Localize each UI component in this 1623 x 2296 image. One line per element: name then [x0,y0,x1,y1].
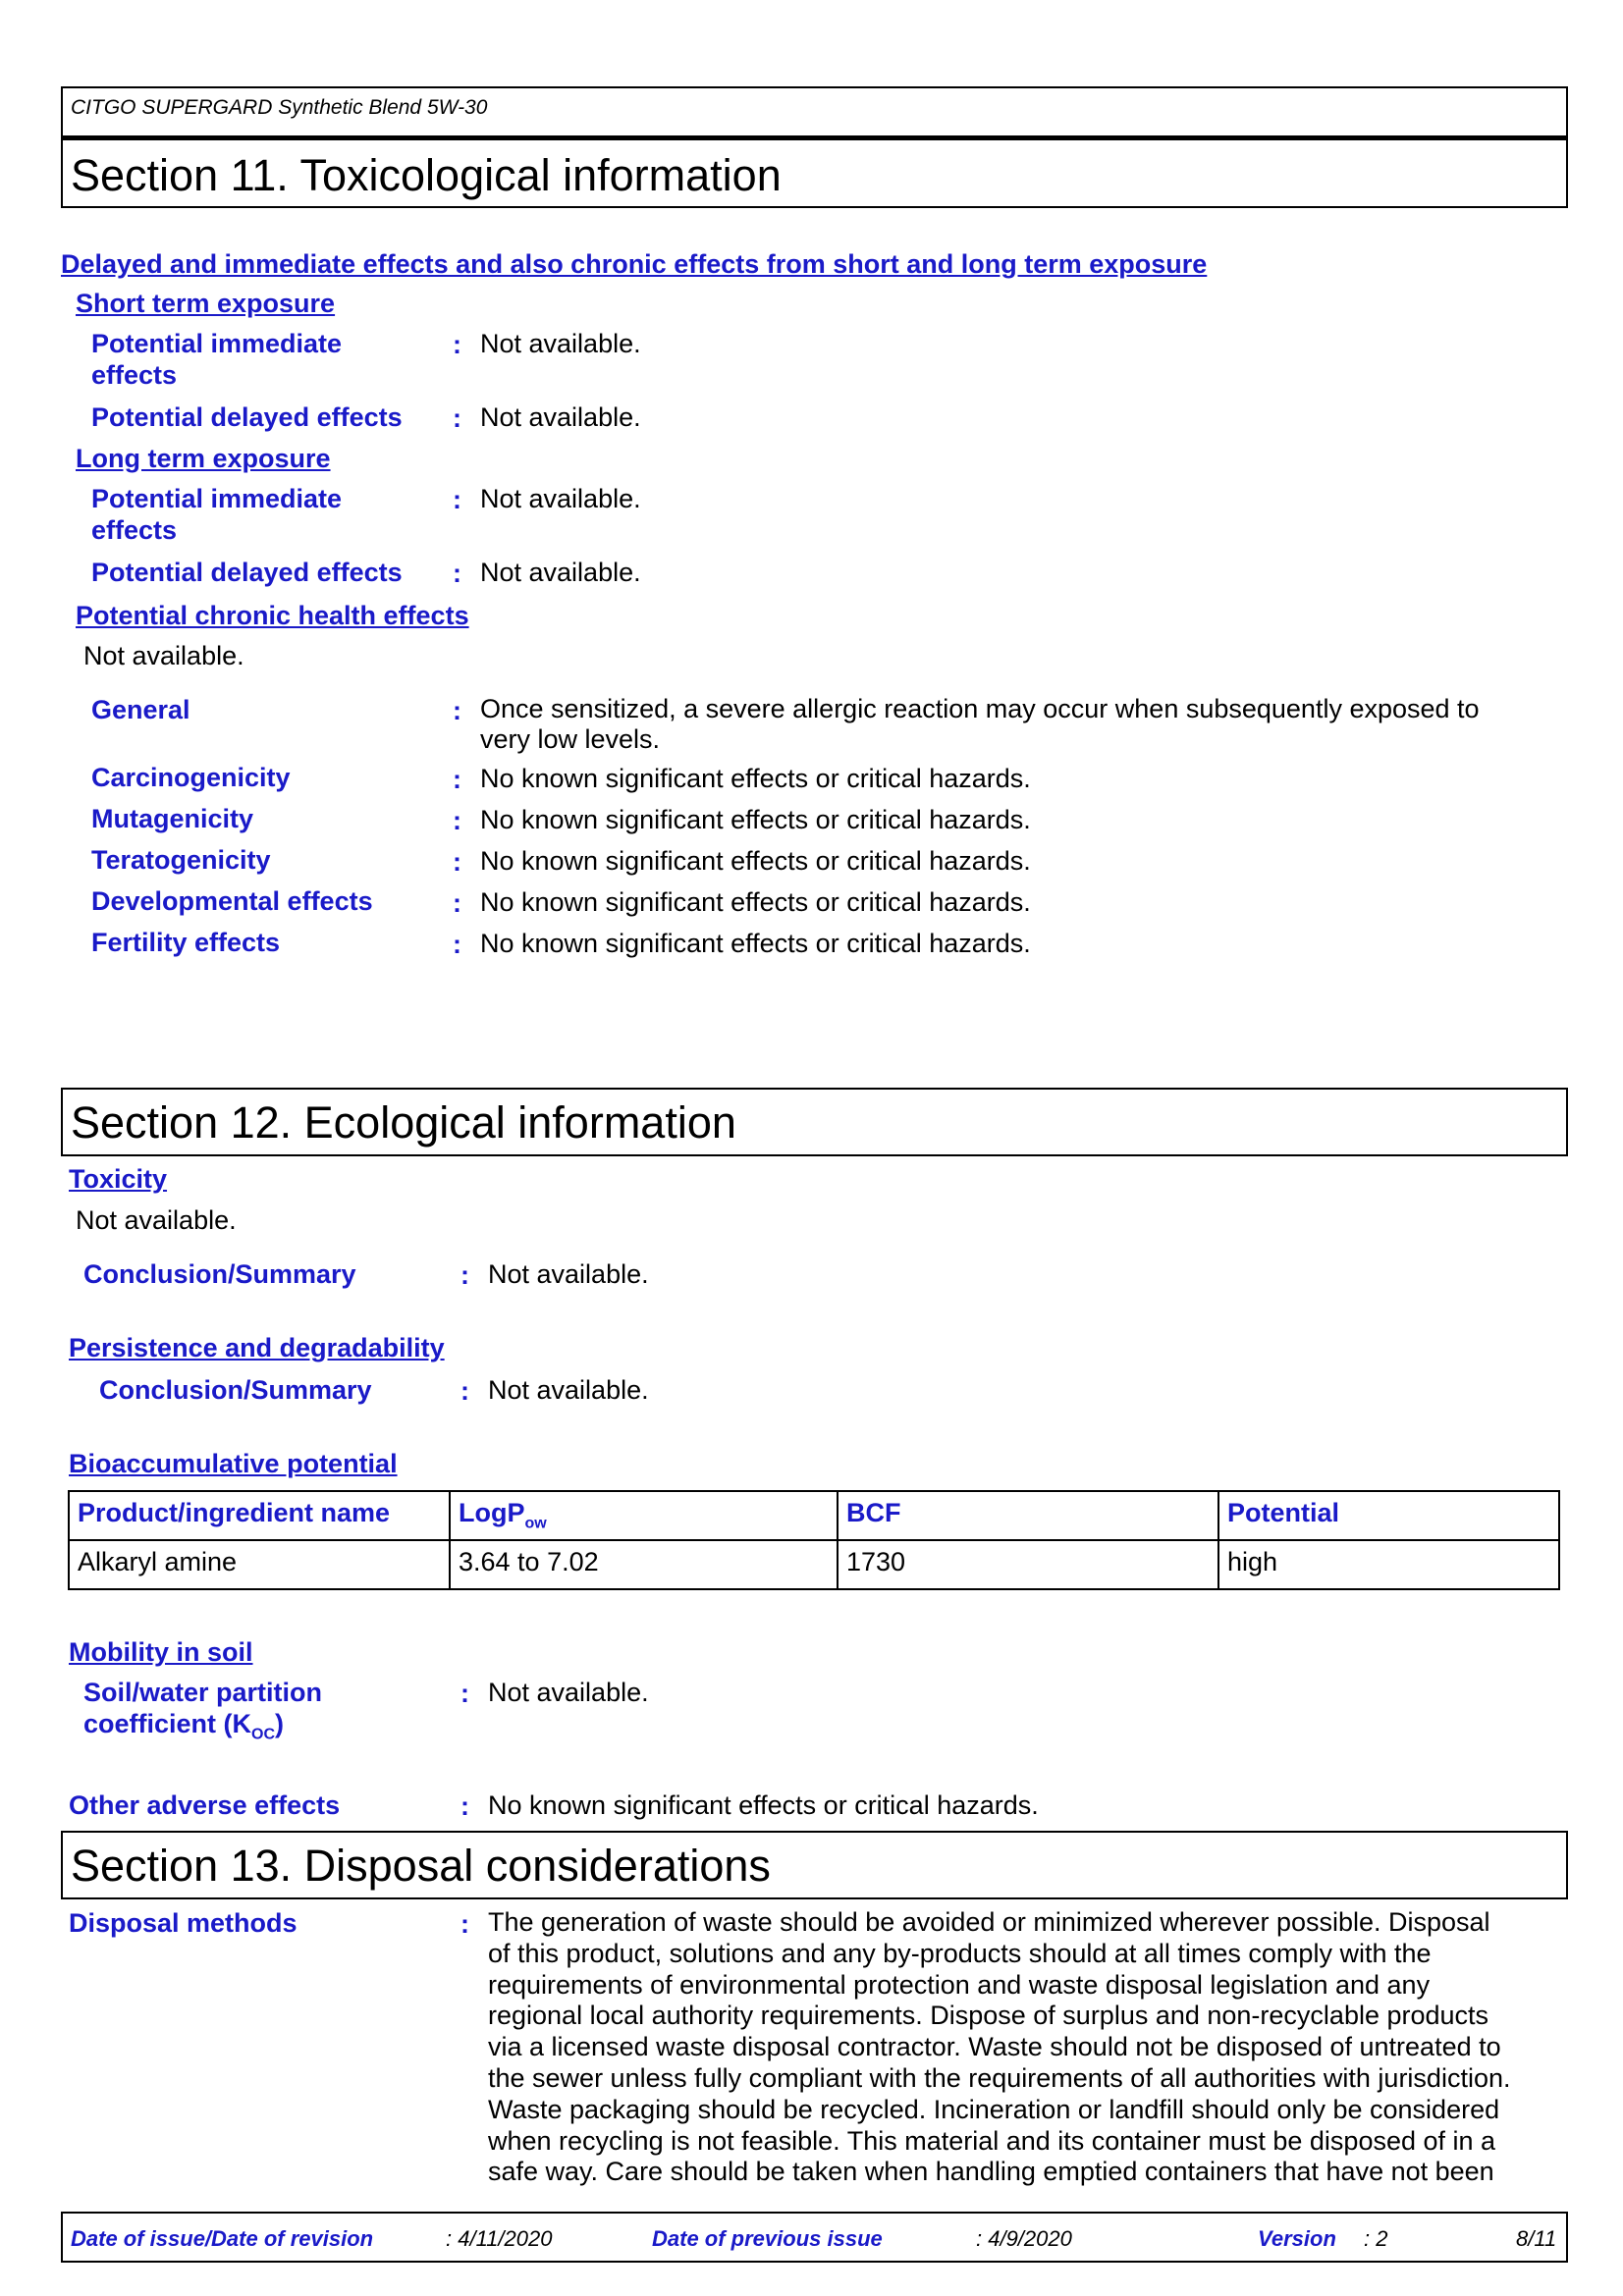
effects-row [91,928,1544,969]
footer-issue-value: : 4/11/2020 [446,2226,553,2251]
section-13-header [61,1831,1568,1899]
text-line: of this product, solutions and any by-products should at all times comply with the [488,1938,1432,1968]
colon: : [460,1376,469,1406]
colon: : [453,930,461,959]
long-delayed-label: Potential delayed effects [91,558,403,587]
effects-value: No known significant effects or critical hazards. [480,929,1031,958]
section-11-header [61,137,1568,208]
label-line: effects [91,360,178,390]
persistence-conclusion-value: Not available. [488,1375,649,1405]
general-value: Once sensitized, a severe allergic reaction may occur when subsequently exposed to very low levels. [480,694,1480,754]
colon: : [453,888,461,918]
bioacc-table [68,1490,1560,1590]
table-header-cell: Product/ingredient name [69,1491,450,1540]
soil-label [83,1677,322,1750]
text-line: regional local authority requirements. Dispose of surplus and non-recyclable products [488,2001,1489,2031]
effects-value: No known significant effects or critical hazards. [480,846,1031,876]
colon: : [453,559,461,588]
text-line: the sewer unless fully compliant with the requirements of all authorities with jurisdiction. [488,2062,1511,2093]
effects-value: No known significant effects or critical hazards. [480,805,1031,834]
long-delayed-value: Not available. [480,558,641,587]
footer-issue-label: Date of issue/Date of revision [71,2226,374,2251]
effects-value: No known significant effects or critical hazards. [480,764,1031,793]
soil-label-text: coefficient (K [83,1709,252,1738]
section-12-header [61,1088,1568,1156]
colon: : [453,847,461,877]
toxicity-heading: Toxicity [69,1164,168,1194]
effects-label: Mutagenicity [91,804,254,833]
soil-value: Not available. [488,1678,649,1707]
colon: : [453,806,461,835]
section-13-title: Section 13. Disposal considerations [71,1841,771,1891]
other-adverse-label: Other adverse effects [69,1790,341,1820]
table-header-row [69,1491,1559,1540]
soil-label-line-2 [83,1708,322,1750]
text-line: requirements of environmental protection and waste disposal legislation and any [488,1969,1431,2000]
effects-row [91,845,1544,886]
long-immediate-label [91,483,342,546]
toxicity-conclusion-label: Conclusion/Summary [83,1259,356,1289]
short-immediate-label [91,328,342,391]
general-label: General [91,695,190,724]
effects-row [91,804,1544,845]
colon: : [460,1791,469,1821]
short-immediate-value: Not available. [480,329,641,358]
effects-label: Fertility effects [91,928,281,957]
short-delayed-label: Potential delayed effects [91,402,403,432]
footer-prev-value: : 4/9/2020 [976,2226,1072,2251]
table-cell: Alkaryl amine [69,1540,450,1589]
colon: : [453,765,461,794]
chronic-value: Not available. [83,641,244,670]
soil-label-line-1: Soil/water partition [83,1678,323,1707]
text-line: when recycling is not feasible. This material and its container must be disposed of in a [488,2125,1496,2156]
table-cell: 1730 [838,1540,1218,1589]
chronic-heading: Potential chronic health effects [76,601,469,630]
colon: : [453,696,461,725]
text-line: Waste packaging should be recycled. Incineration or landfill should only be considered [488,2094,1500,2124]
persistence-heading: Persistence and degradability [69,1333,445,1362]
persistence-conclusion-label: Conclusion/Summary [99,1375,372,1405]
label-line: effects [91,515,178,545]
table-row [69,1540,1559,1589]
footer-page-number: 8/11 [1516,2226,1557,2251]
label-line: Potential immediate [91,484,343,513]
effects-label: Teratogenicity [91,845,271,875]
effects-list [91,763,1544,969]
mobility-heading: Mobility in soil [69,1637,253,1667]
logp-subscript: ow [524,1515,547,1532]
header-product-box [61,86,1568,137]
table-cell: 3.64 to 7.02 [450,1540,838,1589]
table-header-cell: Potential [1218,1491,1559,1540]
colon: : [460,1909,469,1939]
colon: : [460,1679,469,1708]
disposal-methods-text [488,1907,1510,2188]
label-line: Potential immediate [91,329,343,358]
long-term-heading: Long term exposure [76,444,331,473]
section-11-title: Section 11. Toxicological information [71,150,782,200]
other-adverse-value: No known significant effects or critical hazards. [488,1790,1039,1820]
soil-label-close: ) [275,1709,285,1738]
colon: : [453,485,461,514]
section-12-title: Section 12. Ecological information [71,1097,736,1148]
effects-value: No known significant effects or critical hazards. [480,887,1031,917]
toxicity-conclusion-value: Not available. [488,1259,649,1289]
header-product-name: CITGO SUPERGARD Synthetic Blend 5W-30 [71,96,488,119]
text-line: via a licensed waste disposal contractor. Waste should not be disposed of untreated to [488,2032,1501,2062]
short-term-heading: Short term exposure [76,289,336,318]
long-immediate-value: Not available. [480,484,641,513]
effects-label: Developmental effects [91,886,373,916]
effects-row [91,886,1544,928]
colon: : [453,330,461,359]
effects-row [91,763,1544,804]
text-line: The generation of waste should be avoided or minimized wherever possible. Disposal [488,1907,1490,1937]
short-delayed-value: Not available. [480,402,641,432]
colon: : [453,403,461,433]
toxicity-value: Not available. [76,1205,237,1235]
table-header-cell-logp [450,1491,838,1540]
logp-label: LogP [459,1498,525,1527]
colon: : [460,1260,469,1290]
table-cell: high [1218,1540,1559,1589]
table-header-cell: BCF [838,1491,1218,1540]
footer-prev-label: Date of previous issue [652,2226,883,2251]
footer-version-label: Version [1258,2226,1336,2251]
footer-box [61,2212,1568,2263]
text-line: safe way. Care should be taken when handling emptied containers that have not been [488,2157,1494,2187]
delayed-effects-heading: Delayed and immediate effects and also chronic effects from short and long term exposure [61,249,1208,279]
footer-version-value: : 2 [1364,2226,1388,2251]
disposal-methods-label: Disposal methods [69,1908,298,1938]
bioacc-heading: Bioaccumulative potential [69,1449,398,1478]
effects-label: Carcinogenicity [91,763,291,792]
koc-subscript: OC [251,1726,276,1743]
